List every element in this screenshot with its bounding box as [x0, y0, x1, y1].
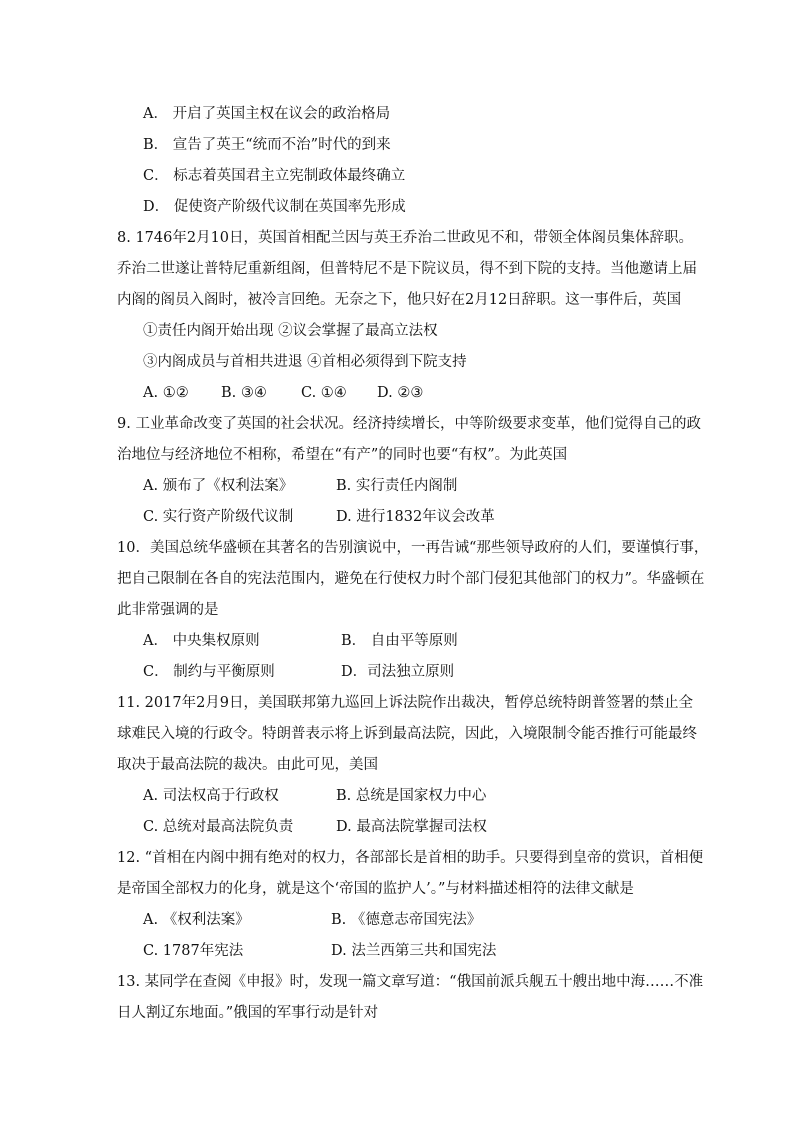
q11-option-a: A. 司法权高于行政权 — [143, 788, 279, 804]
q12-options-row — [143, 910, 481, 930]
q12-option-a: A. 《权利法案》 — [143, 912, 250, 928]
q8-stem-line: 乔治二世遂让普特尼重新组阁，但普特尼不是下院议员，得不到下院的支持。当他邀请上届 — [117, 261, 697, 277]
q10-stem-line: 把自己限制在各自的宪法范围内，避免在行使权力时个部门侵犯其他部门的权力”。华盛顿在 — [117, 571, 705, 587]
q11-option-c: C. 总统对最高法院负责 — [143, 819, 294, 835]
q12-option-b: B. 《德意志帝国宪法》 — [331, 912, 482, 928]
q10-options-row — [143, 662, 454, 682]
q9-options-row — [143, 476, 457, 496]
q11-option-d: D. 最高法院掌握司法权 — [336, 819, 487, 835]
q8-options — [143, 383, 423, 403]
q7-option-c: C． 标志着英国君主立宪制政体最终确立 — [143, 168, 406, 184]
q12-options-row — [143, 941, 496, 961]
q9-stem-line: 9. 工业革命改变了英国的社会状况。经济持续增长，中等阶级要求变革，他们觉得自己的政 — [117, 416, 701, 432]
q9-option-d: D. 进行1832年议会改革 — [336, 509, 495, 525]
q7-option-d: D． 促使资产阶级代议制在英国率先形成 — [143, 199, 406, 215]
q7-option-b: B． 宣告了英王“统而不治”时代的到来 — [143, 137, 391, 153]
q12-option-d: D. 法兰西第三共和国宪法 — [331, 943, 497, 959]
q9-option-b: B. 实行责任内阁制 — [336, 478, 458, 494]
q11-stem-line: 球难民入境的行政令。特朗普表示将上诉到最高法院，因此，入境限制令能否推行可能最终 — [117, 726, 697, 742]
q8-option-a: A. ①② — [143, 385, 189, 401]
q12-stem-line: 是帝国全部权力的化身，就是这个‘帝国的监护人’。”与材料描述相符的法律文献是 — [117, 881, 634, 897]
q8-item-line: ①责任内阁开始出现 ②议会掌握了最高立法权 — [143, 323, 438, 339]
q10-stem-line: 10．美国总统华盛顿在其著名的告别演说中，一再告诫“那些领导政府的人们，要谨慎行事， — [117, 540, 709, 556]
q8-option-b: B. ③④ — [221, 385, 267, 401]
q9-option-a: A. 颁布了《权利法案》 — [143, 478, 294, 494]
q11-stem-line: 11. 2017年2月9日，美国联邦第九巡回上诉法院作出裁决，暂停总统特朗普签署的禁止全 — [117, 695, 694, 711]
q13-stem-line: 日人割辽东地面。”俄国的军事行动是针对 — [117, 1005, 379, 1021]
q10-stem-line: 此非常强调的是 — [117, 602, 219, 618]
q8-option-d: D. ②③ — [377, 385, 424, 401]
q10-option-c: C． 制约与平衡原则 — [143, 664, 275, 680]
q10-options-row — [143, 631, 458, 651]
q9-options-row — [143, 507, 495, 527]
q7-option-a: A． 开启了英国主权在议会的政治格局 — [143, 106, 391, 122]
q8-option-c: C. ①④ — [301, 385, 347, 401]
q13-stem-line: 13. 某同学在查阅《申报》时，发现一篇文章写道：“俄国前派兵舰五十艘出地中海……不准 — [117, 974, 704, 990]
q11-option-b: B. 总统是国家权力中心 — [336, 788, 487, 804]
q10-option-b: B． 自由平等原则 — [341, 633, 458, 649]
q12-option-c: C. 1787年宪法 — [143, 943, 244, 959]
q8-item-line: ③内阁成员与首相共进退 ④首相必须得到下院支持 — [143, 354, 467, 370]
q11-options-row — [143, 817, 487, 837]
q10-option-a: A． 中央集权原则 — [143, 633, 260, 649]
q9-option-c: C. 实行资产阶级代议制 — [143, 509, 294, 525]
q9-stem-line: 治地位与经济地位不相称，希望在“有产”的同时也要“有权”。为此英国 — [117, 447, 568, 463]
q8-stem-line: 8. 1746年2月10日，英国首相配兰因与英王乔治二世政见不和，带领全体阁员集体辞职。 — [117, 230, 694, 246]
q8-stem-line: 内阁的阁员入阁时，被冷言回绝。无奈之下，他只好在2月12日辞职。这一事件后，英国 — [117, 292, 682, 308]
q11-options-row — [143, 786, 486, 806]
q10-option-d: D．司法独立原则 — [341, 664, 455, 680]
q12-stem-line: 12. “首相在内阁中拥有绝对的权力，各部部长是首相的助手。只要得到皇帝的赏识，首相便 — [117, 850, 704, 866]
q11-stem-line: 取决于最高法院的裁决。由此可见，美国 — [117, 757, 378, 773]
